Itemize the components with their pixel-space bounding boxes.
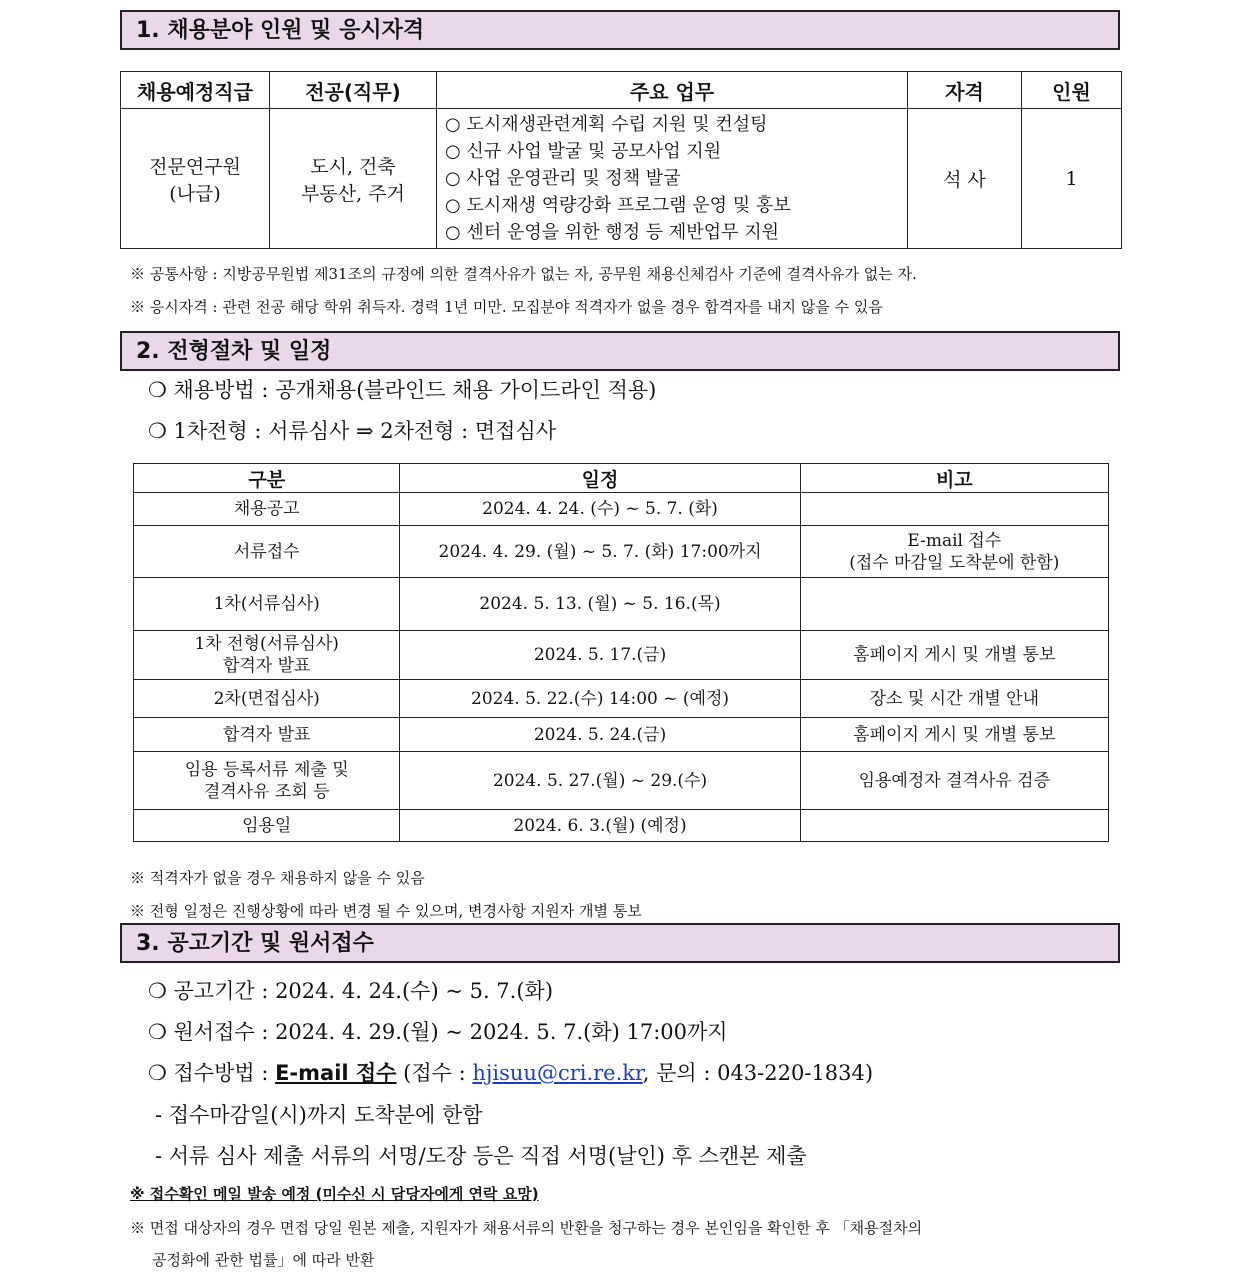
section3-title: 3. 공고기간 및 원서접수 bbox=[120, 923, 1120, 963]
screening-stages: ❍ 1차전형 : 서류심사 ⇒ 2차전형 : 면접심사 bbox=[148, 419, 557, 443]
schedule-table bbox=[133, 463, 1109, 842]
duty-item: ○ 신규 사업 발굴 및 공모사업 지원 bbox=[445, 141, 722, 162]
table-row: 채용공고 2024. 4. 24. (수) ~ 5. 7. (화) bbox=[134, 493, 1109, 526]
header-category: 구분 bbox=[134, 464, 400, 493]
eligibility-note: ※ 응시자격 : 관련 전공 해당 학위 취득자. 경력 1년 미만. 모집분야 적격자가 없을 경우 합격자를 내지 않을 수 있음 bbox=[130, 298, 883, 316]
schedule-change-note: ※ 전형 일정은 진행상황에 따라 변경 될 수 있으며, 변경사항 지원자 개별 통보 bbox=[130, 902, 642, 920]
duty-item: ○ 사업 운영관리 및 정책 발굴 bbox=[445, 168, 681, 189]
interview-original-note-cont: 공정화에 관한 법률」에 따라 반환 bbox=[152, 1251, 375, 1269]
duties-cell bbox=[437, 109, 908, 249]
application-period: ❍ 원서접수 : 2024. 4. 29.(월) ~ 2024. 5. 7.(화) 17:00까지 bbox=[148, 1020, 728, 1044]
table-row: 임용일 2024. 6. 3.(월) (예정) bbox=[134, 810, 1109, 842]
table-row: 서류접수 2024. 4. 29. (월) ~ 5. 7. (화) 17:00까지 E-mail 접수 (접수 마감일 도착분에 한함) bbox=[134, 526, 1109, 578]
grade-cell: 전문연구원 (나급) bbox=[121, 109, 270, 249]
deadline-note: - 접수마감일(시)까지 도착분에 한함 bbox=[155, 1103, 483, 1127]
application-method: ❍ 접수방법 : E-mail 접수 (접수 : hjisuu@cri.re.kr, 문의 : 043-220-1834) bbox=[148, 1061, 874, 1085]
major-cell: 도시, 건축 부동산, 주거 bbox=[270, 109, 437, 249]
duty-item: ○ 센터 운영을 위한 행정 등 제반업무 지원 bbox=[445, 222, 779, 243]
signature-note: - 서류 심사 제출 서류의 서명/도장 등은 직접 서명(날인) 후 스캔본 제출 bbox=[155, 1144, 807, 1168]
section2-title: 2. 전형절차 및 일정 bbox=[120, 331, 1120, 371]
no-qualified-note: ※ 적격자가 없을 경우 채용하지 않을 수 있음 bbox=[130, 869, 425, 887]
header-duties: 주요 업무 bbox=[437, 72, 908, 109]
table-row: 1차 전형(서류심사) 합격자 발표 2024. 5. 17.(금) 홈페이지 게시 및 개별 통보 bbox=[134, 631, 1109, 680]
recruitment-table bbox=[120, 71, 1122, 249]
table-row: 1차(서류심사) 2024. 5. 13. (월) ~ 5. 16.(목) bbox=[134, 578, 1109, 631]
header-count: 인원 bbox=[1022, 72, 1122, 109]
common-requirement-note: ※ 공통사항 : 지방공무원법 제31조의 규정에 의한 결격사유가 없는 자, 공무원 채용신체검사 기준에 결격사유가 없는 자. bbox=[130, 265, 917, 283]
section1-title: 1. 채용분야 인원 및 응시자격 bbox=[120, 10, 1120, 50]
table-row: 2차(면접심사) 2024. 5. 22.(수) 14:00 ~ (예정) 장소 및 시간 개별 안내 bbox=[134, 680, 1109, 718]
hiring-method: ❍ 채용방법 : 공개채용(블라인드 채용 가이드라인 적용) bbox=[148, 378, 657, 402]
table-row: 임용 등록서류 제출 및 결격사유 조회 등 2024. 5. 27.(월) ~ 29.(수) 임용예정자 결격사유 검증 bbox=[134, 752, 1109, 810]
interview-original-note: ※ 면접 대상자의 경우 면접 당일 원본 제출, 지원자가 채용서류의 반환을 청구하는 경우 본인임을 확인한 후 「채용절차의 bbox=[130, 1219, 923, 1237]
email-submission-label: E-mail 접수 bbox=[275, 1061, 397, 1085]
header-remarks: 비고 bbox=[800, 464, 1108, 493]
header-grade: 채용예정직급 bbox=[121, 72, 270, 109]
duty-item: ○ 도시재생 역량강화 프로그램 운영 및 홍보 bbox=[445, 195, 791, 216]
confirmation-email-note: ※ 접수확인 메일 발송 예정 (미수신 시 담당자에게 연락 요망) bbox=[130, 1185, 539, 1203]
qualification-cell: 석 사 bbox=[908, 109, 1022, 249]
duty-item: ○ 도시재생관련계획 수립 지원 및 컨설팅 bbox=[445, 114, 768, 135]
header-major: 전공(직무) bbox=[270, 72, 437, 109]
email-link[interactable]: hjisuu@cri.re.kr bbox=[472, 1061, 643, 1085]
header-qualification: 자격 bbox=[908, 72, 1022, 109]
header-schedule: 일정 bbox=[400, 464, 800, 493]
count-cell: 1 bbox=[1022, 109, 1122, 249]
posting-period: ❍ 공고기간 : 2024. 4. 24.(수) ~ 5. 7.(화) bbox=[148, 979, 554, 1003]
table-row: 합격자 발표 2024. 5. 24.(금) 홈페이지 게시 및 개별 통보 bbox=[134, 718, 1109, 752]
